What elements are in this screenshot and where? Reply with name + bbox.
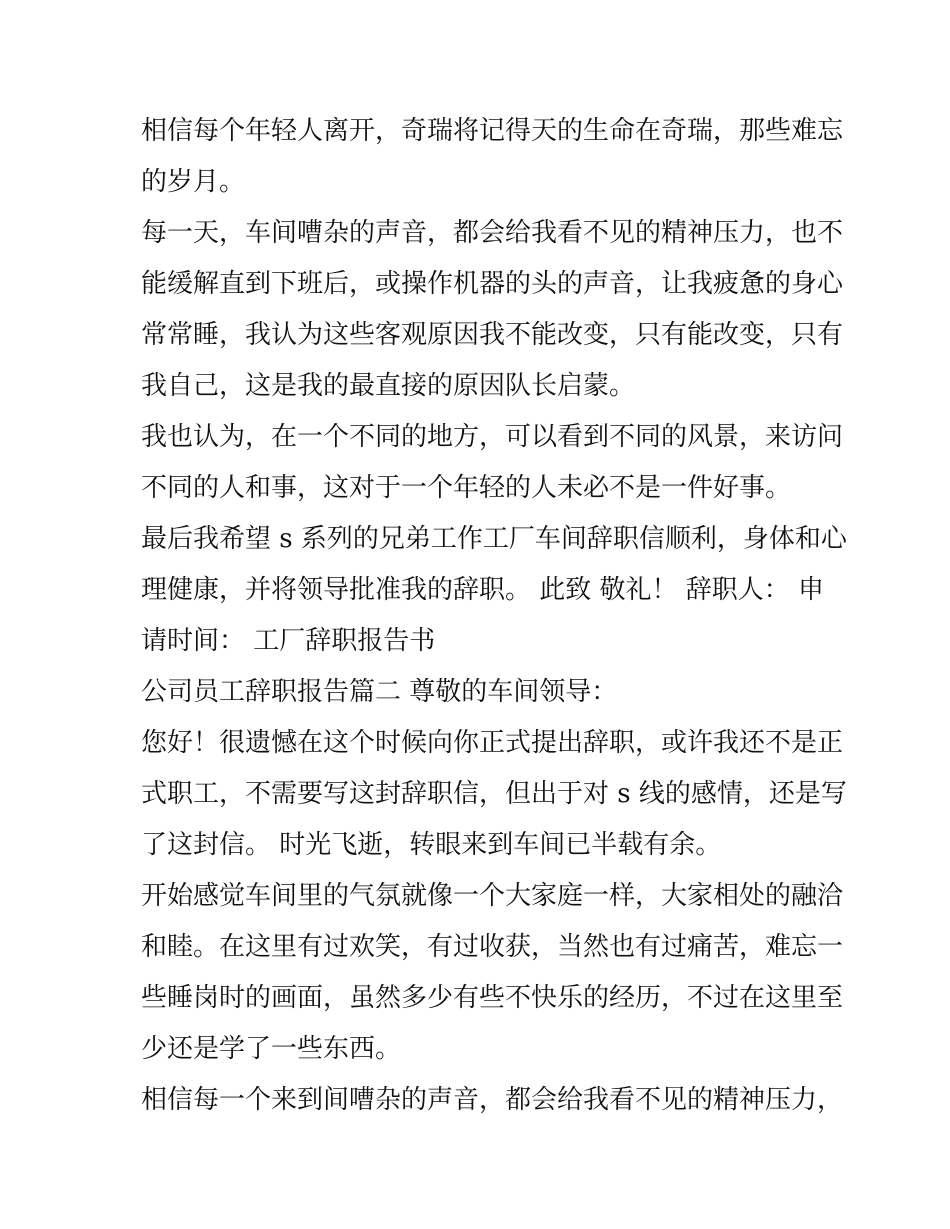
text-line-3: 每一天，车间嘈杂的声音，都会给我看不见的精神压力，也不	[141, 218, 844, 248]
text-line-1: 相信每个年轻人离开，奇瑞将记得天的生命在奇瑞，那些难忘	[141, 116, 844, 146]
text-line-15: 了这封信。 时光飞逝，转眼来到车间已半载有余。	[141, 830, 722, 860]
text-line-6: 我自己，这是我的最直接的原因队长启蒙。	[141, 371, 636, 401]
text-line-19: 少还是学了一些东西。	[141, 1034, 402, 1064]
text-line-7: 我也认为，在一个不同的地方，可以看到不同的风景，来访问	[141, 422, 844, 452]
text-line-20: 相信每一个来到间嘈杂的声音，都会给我看不见的精神压力，	[141, 1085, 844, 1115]
text-line-18: 些睡岗时的画面，虽然多少有些不快乐的经历，不过在这里至	[141, 983, 844, 1013]
text-line-14: 式职工，不需要写这封辞职信，但出于对 s 线的感情，还是写	[141, 779, 847, 809]
text-line-4: 能缓解直到下班后，或操作机器的头的声音，让我疲惫的身心	[141, 269, 844, 299]
text-line-12: 公司员工辞职报告篇二 尊敬的车间领导：	[141, 677, 618, 707]
text-line-9: 最后我希望 s 系列的兄弟工作工厂车间辞职信顺利，身体和心	[141, 524, 847, 554]
text-line-10: 理健康，并将领导批准我的辞职。 此致 敬礼！ 辞职人： 申	[141, 575, 825, 605]
text-line-5: 常常睡，我认为这些客观原因我不能改变，只有能改变，只有	[141, 320, 844, 350]
text-line-17: 和睦。在这里有过欢笑，有过收获，当然也有过痛苦，难忘一	[141, 932, 844, 962]
document-body	[141, 106, 847, 1126]
text-line-16: 开始感觉车间里的气氛就像一个大家庭一样，大家相处的融洽	[141, 881, 844, 911]
text-line-2: 的岁月。	[141, 167, 246, 197]
text-line-13: 您好！很遗憾在这个时候向你正式提出辞职，或许我还不是正	[141, 728, 844, 758]
text-line-8: 不同的人和事，这对于一个年轻的人未必不是一件好事。	[141, 473, 792, 503]
text-line-11: 请时间： 工厂辞职报告书	[141, 626, 436, 656]
